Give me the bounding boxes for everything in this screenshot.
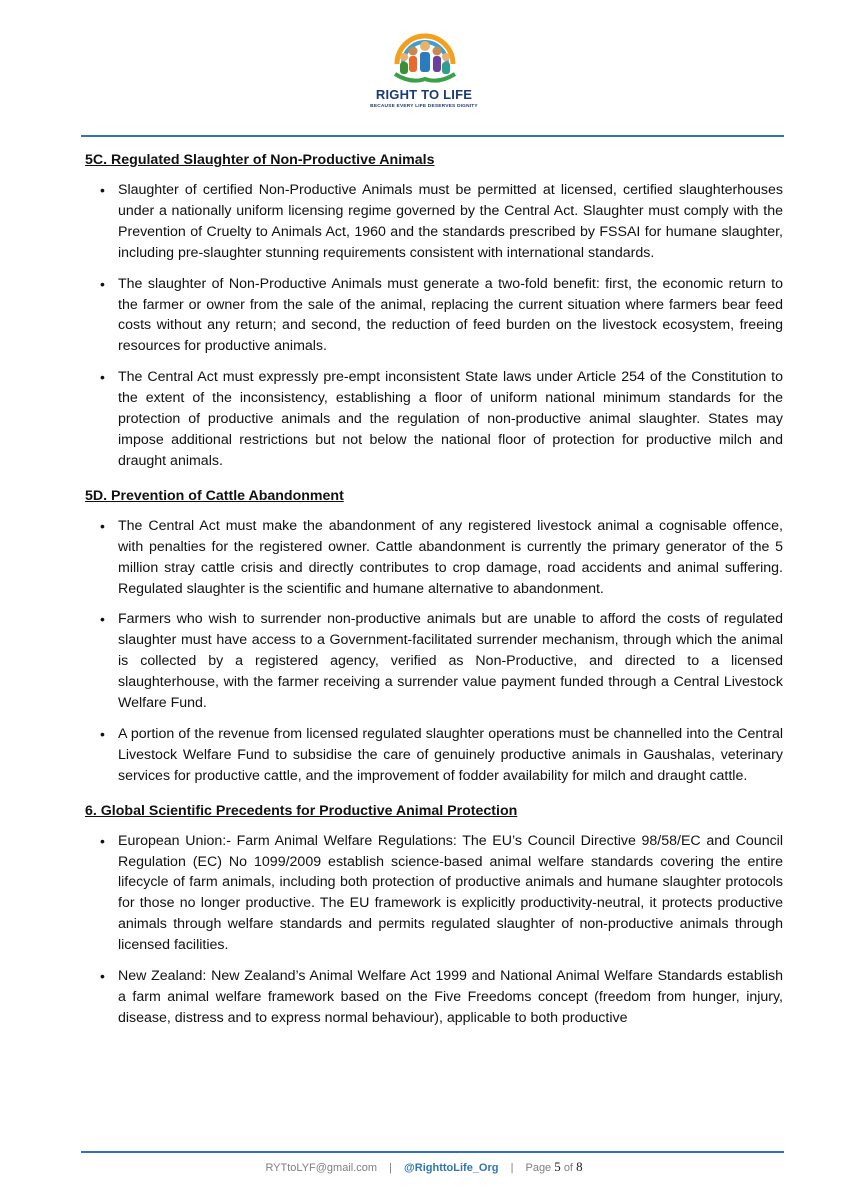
header-logo [0, 18, 848, 122]
page-footer [0, 1159, 848, 1175]
org-tagline: BECAUSE EVERY LIFE DESERVES DIGNITY [370, 104, 478, 109]
bullet-item: • The slaughter of Non-Productive Animals must generate a two-fold benefit: first, the economic return to the farmer or owner from the sale of the animal, replacing the current situation where farmers bear feed costs without any return; and second, the reduction of feed burden on the livestock ecosystem, freeing resources for productive animals. [85, 274, 783, 358]
people-circle-logo-icon [391, 24, 459, 86]
footer-social-handle[interactable]: @RighttoLife_Org [404, 1162, 499, 1174]
document-body [85, 150, 783, 1039]
section-6-bullets [85, 831, 783, 1029]
bullet-item: • Farmers who wish to surrender non-productive animals but are unable to afford the costs of regulated slaughter must have access to a Government-facilitated surrender mechanism, through which the animal is collected by a registered agency, verified as Non-Productive, and directed to a licensed slaughterhouse, with the farmer receiving a surrender value payment funded through a Central Livestock Welfare Fund. [85, 609, 783, 714]
footer-separator: | [389, 1162, 392, 1174]
section-heading-5c: 5C. Regulated Slaughter of Non-Productive Animals [85, 152, 435, 168]
section-heading-6: 6. Global Scientific Precedents for Productive Animal Protection [85, 802, 518, 819]
section-5c-bullets [85, 180, 783, 472]
bullet-item: • New Zealand: New Zealand’s Animal Welfare Act 1999 and National Animal Welfare Standards establish a farm animal welfare framework based on the Five Freedoms concept (freedom from hunger, injury, disease, distress and to express normal behaviour), applicable to both productive [85, 966, 783, 1029]
bullet-item: • A portion of the revenue from licensed regulated slaughter operations must be channelled into the Central Livestock Welfare Fund to subsidise the care of genuinely productive animals in Gaushalas, veterinary services for productive cattle, and the improvement of fodder availability for milch and draught cattle. [85, 724, 783, 787]
footer-divider [81, 1151, 784, 1153]
page-label: Page [525, 1162, 552, 1174]
page-of-label: of [563, 1162, 573, 1174]
footer-separator: | [510, 1162, 514, 1174]
page-total: 8 [576, 1159, 583, 1174]
section-heading-5d: 5D. Prevention of Cattle Abandonment [85, 487, 344, 504]
footer-email[interactable]: RYTtoLYF@gmail.com [265, 1162, 378, 1174]
header-divider [81, 135, 784, 137]
section-5d-bullets [85, 516, 783, 787]
bullet-item: • Slaughter of certified Non-Productive Animals must be permitted at licensed, certified slaughterhouses under a nationally uniform licensing regime governed by the Central Act. Slaughter must comply with the Prevention of Cruelty to Animals Act, 1960 and the standards prescribed by FSSAI for humane slaughter, including pre-slaughter stunning requirements consistent with international standards. [85, 180, 783, 264]
bullet-item: • European Union:- Farm Animal Welfare Regulations: The EU’s Council Directive 98/58/EC and Council Regulation (EC) No 1099/2009 establish science-based animal welfare standards covering the entire lifecycle of farm animals, including both protection of productive animals and humane slaughter protocols for those no longer productive. The EU framework is explicitly productivity-neutral, it protects productive animals through welfare standards and permits regulated slaughter of non-productive animals through licensed facilities. [85, 831, 783, 956]
bullet-item: • The Central Act must expressly pre-empt inconsistent State laws under Article 254 of the Constitution to the extent of the inconsistency, establishing a floor of uniform national minimum standards for the protection of productive animals and the regulation of non-productive animal slaughter. States may impose additional restrictions but not below the national floor of protection for productive milch and draught animals. [85, 367, 783, 472]
bullet-item: • The Central Act must make the abandonment of any registered livestock animal a cognisable offence, with penalties for the registered owner. Cattle abandonment is currently the primary generator of the 5 million stray cattle crisis and directly contributes to crop damage, road accidents and animal suffering. Regulated slaughter is the scientific and humane alternative to abandonment. [85, 516, 783, 600]
page-number: 5 [554, 1159, 561, 1174]
org-name: RIGHT TO LIFE [375, 87, 473, 102]
